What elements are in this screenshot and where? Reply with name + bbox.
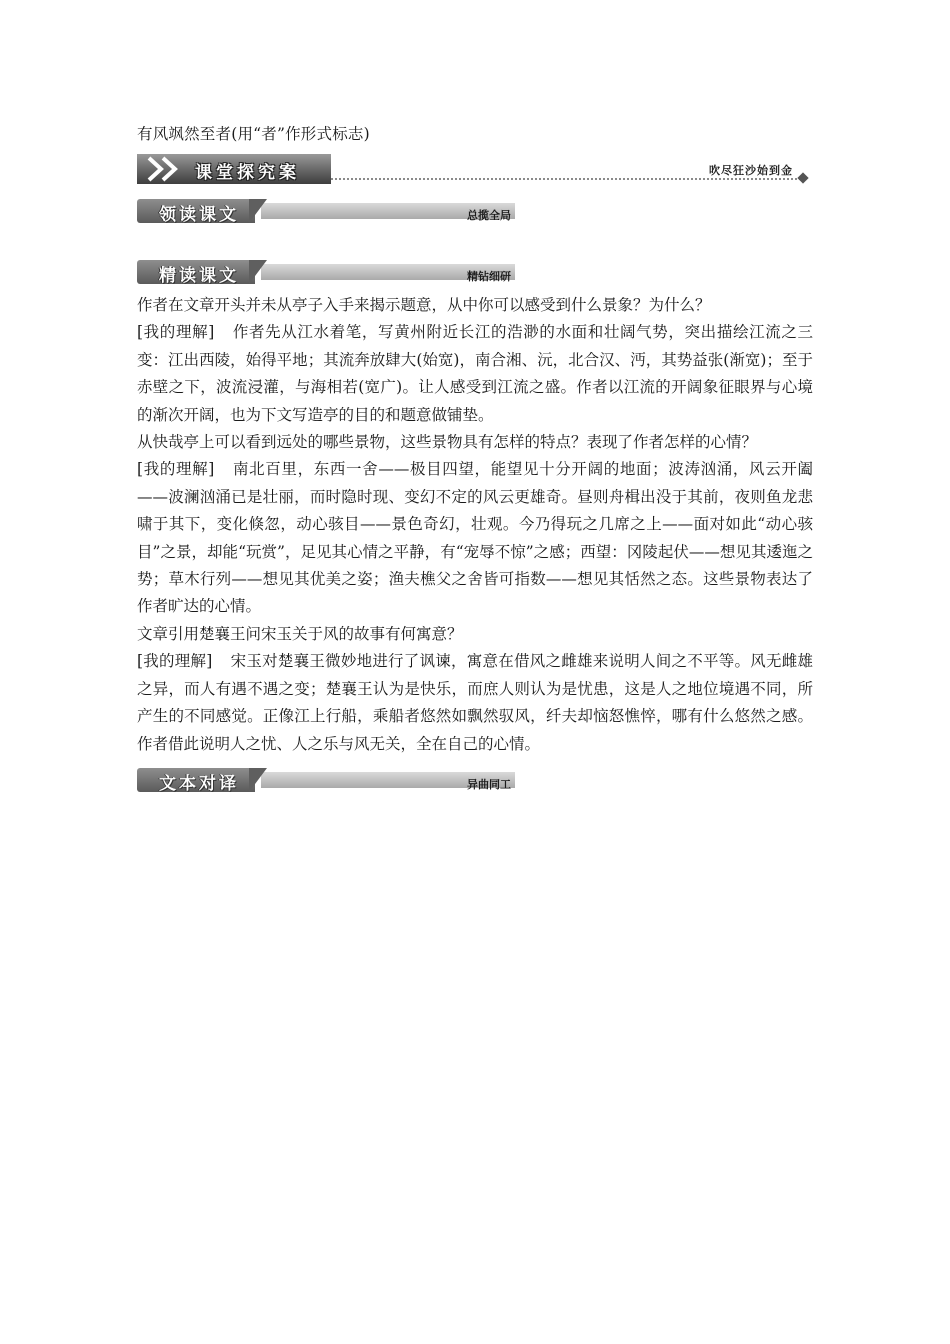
sub-header-close-read <box>137 260 515 284</box>
question-1: 作者在文章开头并未从亭子入手来揭示题意，从中你可以感受到什么景象？为什么？ <box>137 296 711 314</box>
answer-2 <box>137 456 813 620</box>
sub-header-translation <box>137 768 515 792</box>
answer-text: 宋玉对楚襄王微妙地进行了讽谏，寓意在借风之雌雄来说明人间之不平等。风无雌雄之异，而人有遇不遇之变；楚襄王认为是快乐，而庶人则认为是忧患，这是人之地位境遇不同，所产生的不同感觉。正像江上行船，乘船者悠然如飘然驭风，纤夫却恼怒憔悴，哪有什么悠然之感。作者借此说明人之忧、人之乐与风无关，全在自己的心情。 <box>137 652 813 753</box>
section-banner-motto: 吹尽狂沙始到金 <box>709 164 793 177</box>
sub-header-tab-end <box>249 768 267 792</box>
sub-header-title: 文本对译 <box>159 774 239 794</box>
section-banner <box>137 154 813 184</box>
sub-header-label: 总揽全局 <box>467 209 511 222</box>
sub-header-bar <box>261 203 515 222</box>
sub-header-tab-end <box>249 199 267 223</box>
close-read-content <box>137 292 813 758</box>
answer-tag: [我的理解] <box>137 460 215 479</box>
top-line-text: 有风飒然至者(用“者”作形式标志) <box>137 125 370 143</box>
section-banner-dotted-rule <box>331 178 801 180</box>
sub-header-label: 精钻细研 <box>467 270 511 283</box>
sub-header-label: 异曲同工 <box>467 778 511 791</box>
answer-text: 作者先从江水着笔，写黄州附近长江的浩渺的水面和壮阔气势，突出描绘江流之三变：江出西陵，始得平地；其流奔放肆大(始宽)，南合湘、沅，北合汉、沔，其势益张(渐宽)；至于赤壁之下，波流浸灌，与海相若(宽广)。让人感受到江流之盛。作者以江流的开阔象征眼界与心境的渐次开阔，也为下文写造亭的目的和题意做铺垫。 <box>137 323 813 424</box>
sub-header-bar <box>261 772 515 791</box>
sub-header-bar <box>261 264 515 283</box>
sub-header-lead-read <box>137 199 515 223</box>
question-2: 从快哉亭上可以看到远处的哪些景物，这些景物具有怎样的特点？表现了作者怎样的心情？ <box>137 433 758 452</box>
diamond-icon <box>797 172 808 183</box>
sub-header-title: 领读课文 <box>159 205 239 225</box>
answer-tag: [我的理解] <box>137 652 213 671</box>
answer-text: 南北百里，东西一舍——极目四望，能望见十分开阔的地面；波涛汹涌，风云开阖——波澜汹涌已是壮丽，而时隐时现、变幻不定的风云更雄奇。昼则舟楫出没于其前，夜则鱼龙悲啸于其下，变化倏忽，动心骇目——景色奇幻，壮观。今乃得玩之几席之上——面对如此“动心骇目”之景，却能“玩赏”，足见其心情之平静，有“宠辱不惊”之感；西望：冈陵起伏——想见其逶迤之势；草木行列——想见其优美之姿；渔夫樵父之舍皆可指数——想见其恬然之态。这些景物表达了作者旷达的心情。 <box>137 460 813 616</box>
question-3: 文章引用楚襄王问宋玉关于风的故事有何寓意？ <box>137 624 463 643</box>
sub-header-title: 精读课文 <box>159 266 239 286</box>
section-banner-box <box>137 154 331 184</box>
sub-header-tab-end <box>249 260 267 284</box>
section-banner-title: 课堂探究案 <box>195 163 300 183</box>
double-chevron-icon <box>145 156 185 182</box>
answer-3 <box>137 648 813 758</box>
answer-tag: [我的理解] <box>137 323 215 342</box>
answer-1 <box>137 319 813 429</box>
